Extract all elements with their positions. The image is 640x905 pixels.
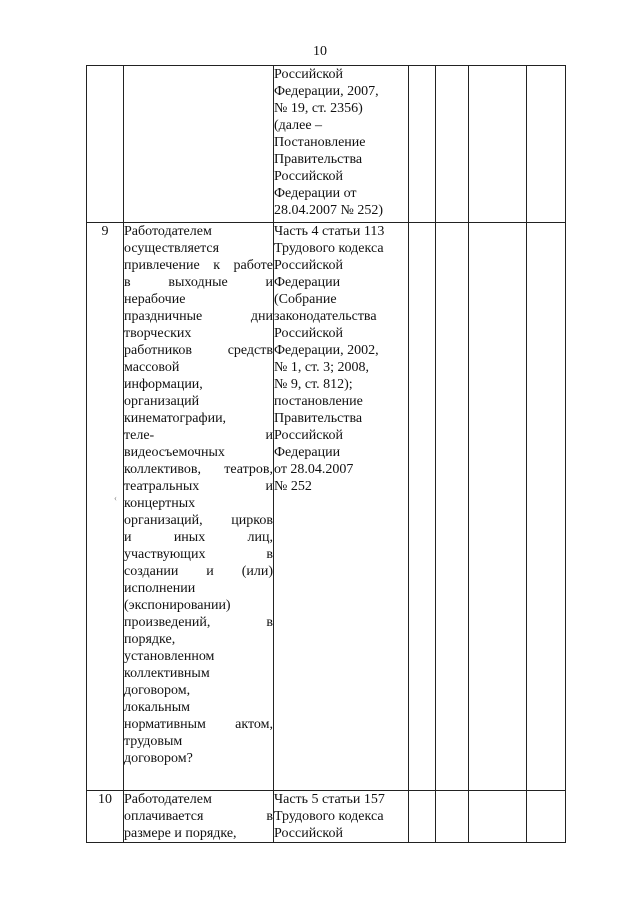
question-line: коллективов, театров, (124, 462, 273, 477)
question-cell (124, 791, 274, 843)
question-line: трудовым (124, 734, 183, 749)
question-line: локальным (124, 700, 191, 715)
reference-line: (Собрание (274, 292, 337, 307)
reference-line: (далее – (274, 118, 323, 133)
reference-line: Постановление (274, 135, 366, 150)
question-line: договором? (124, 751, 193, 766)
checklist-table (86, 65, 566, 843)
answer-cell (469, 223, 527, 791)
page-number: 10 (313, 44, 327, 59)
scan-mark: ‹ (114, 493, 117, 503)
question-line: театральных и (124, 479, 273, 494)
answer-cell (436, 66, 469, 223)
answer-cell (436, 791, 469, 843)
answer-cell (527, 791, 566, 843)
reference-line: Трудового кодекса (274, 241, 384, 256)
answer-cell (527, 66, 566, 223)
question-cell (124, 66, 274, 223)
reference-line: Федерации, 2002, (274, 343, 379, 358)
question-line: творческих (124, 326, 192, 341)
reference-line: Федерации, 2007, (274, 84, 379, 99)
reference-line: № 9, ст. 812); (274, 377, 353, 392)
reference-line: постановление (274, 394, 363, 409)
reference-line: 28.04.2007 № 252) (274, 203, 384, 218)
question-line: кинематографии, (124, 411, 227, 426)
question-line: и иных лиц, (124, 530, 273, 545)
question-line: порядке, (124, 632, 176, 647)
reference-line: Российской (274, 428, 343, 443)
question-line: осуществляется (124, 241, 220, 256)
answer-cell (469, 66, 527, 223)
answer-cell (527, 223, 566, 791)
reference-line: Федерации от (274, 186, 357, 201)
answer-cell (409, 66, 436, 223)
answer-cell (469, 791, 527, 843)
table-row (87, 66, 566, 223)
question-line: создании и (или) (124, 564, 273, 579)
table-row (87, 223, 566, 791)
reference-line: Российской (274, 169, 343, 184)
legal-reference-cell (274, 223, 409, 791)
question-line: организаций (124, 394, 200, 409)
reference-line: № 252 (274, 479, 312, 494)
question-line: произведений, в (124, 615, 273, 630)
question-cell (124, 223, 274, 791)
question-line: установленном (124, 649, 215, 664)
item-number-cell: 9 (87, 223, 124, 791)
answer-cell (409, 223, 436, 791)
question-line: нерабочие (124, 292, 186, 307)
reference-line: законодательства (274, 309, 377, 324)
item-number-cell (87, 66, 124, 223)
question-line: массовой (124, 360, 180, 375)
reference-line: Российской (274, 258, 343, 273)
question-line: концертных (124, 496, 196, 511)
question-line: организаций, цирков (124, 513, 273, 528)
reference-line: от 28.04.2007 (274, 462, 354, 477)
question-line: Работодателем (124, 792, 212, 807)
question-line: (экспонировании) (124, 598, 231, 613)
question-line: праздничные дни (124, 309, 273, 324)
question-line: работников средств (124, 343, 273, 358)
reference-line: Часть 4 статьи 113 (274, 224, 385, 239)
reference-line: № 1, ст. 3; 2008, (274, 360, 370, 375)
reference-line: Российской (274, 826, 343, 841)
question-line: исполнении (124, 581, 196, 596)
reference-line: Российской (274, 326, 343, 341)
answer-cell (436, 223, 469, 791)
question-line: договором, (124, 683, 191, 698)
question-line: размере и порядке, (124, 826, 237, 841)
reference-line: Правительства (274, 411, 363, 426)
answer-cell (409, 791, 436, 843)
question-line: Работодателем (124, 224, 212, 239)
question-line: привлечение к работе (124, 258, 273, 273)
reference-line: Часть 5 статьи 157 (274, 792, 385, 807)
reference-line: № 19, ст. 2356) (274, 101, 363, 116)
question-line: оплачивается в (124, 809, 273, 824)
item-number-cell: 10 (87, 791, 124, 843)
question-line: в выходные и (124, 275, 273, 290)
table-row (87, 791, 566, 843)
question-line: коллективным (124, 666, 210, 681)
reference-line: Российской (274, 67, 343, 82)
reference-line: Трудового кодекса (274, 809, 384, 824)
question-line: видеосъемочных (124, 445, 225, 460)
question-line: участвующих в (124, 547, 273, 562)
reference-line: Федерации (274, 445, 341, 460)
question-line: теле- и (124, 428, 273, 443)
question-line: нормативным актом, (124, 717, 273, 732)
question-line: информации, (124, 377, 203, 392)
legal-reference-cell (274, 791, 409, 843)
reference-line: Правительства (274, 152, 363, 167)
reference-line: Федерации (274, 275, 341, 290)
legal-reference-cell (274, 66, 409, 223)
